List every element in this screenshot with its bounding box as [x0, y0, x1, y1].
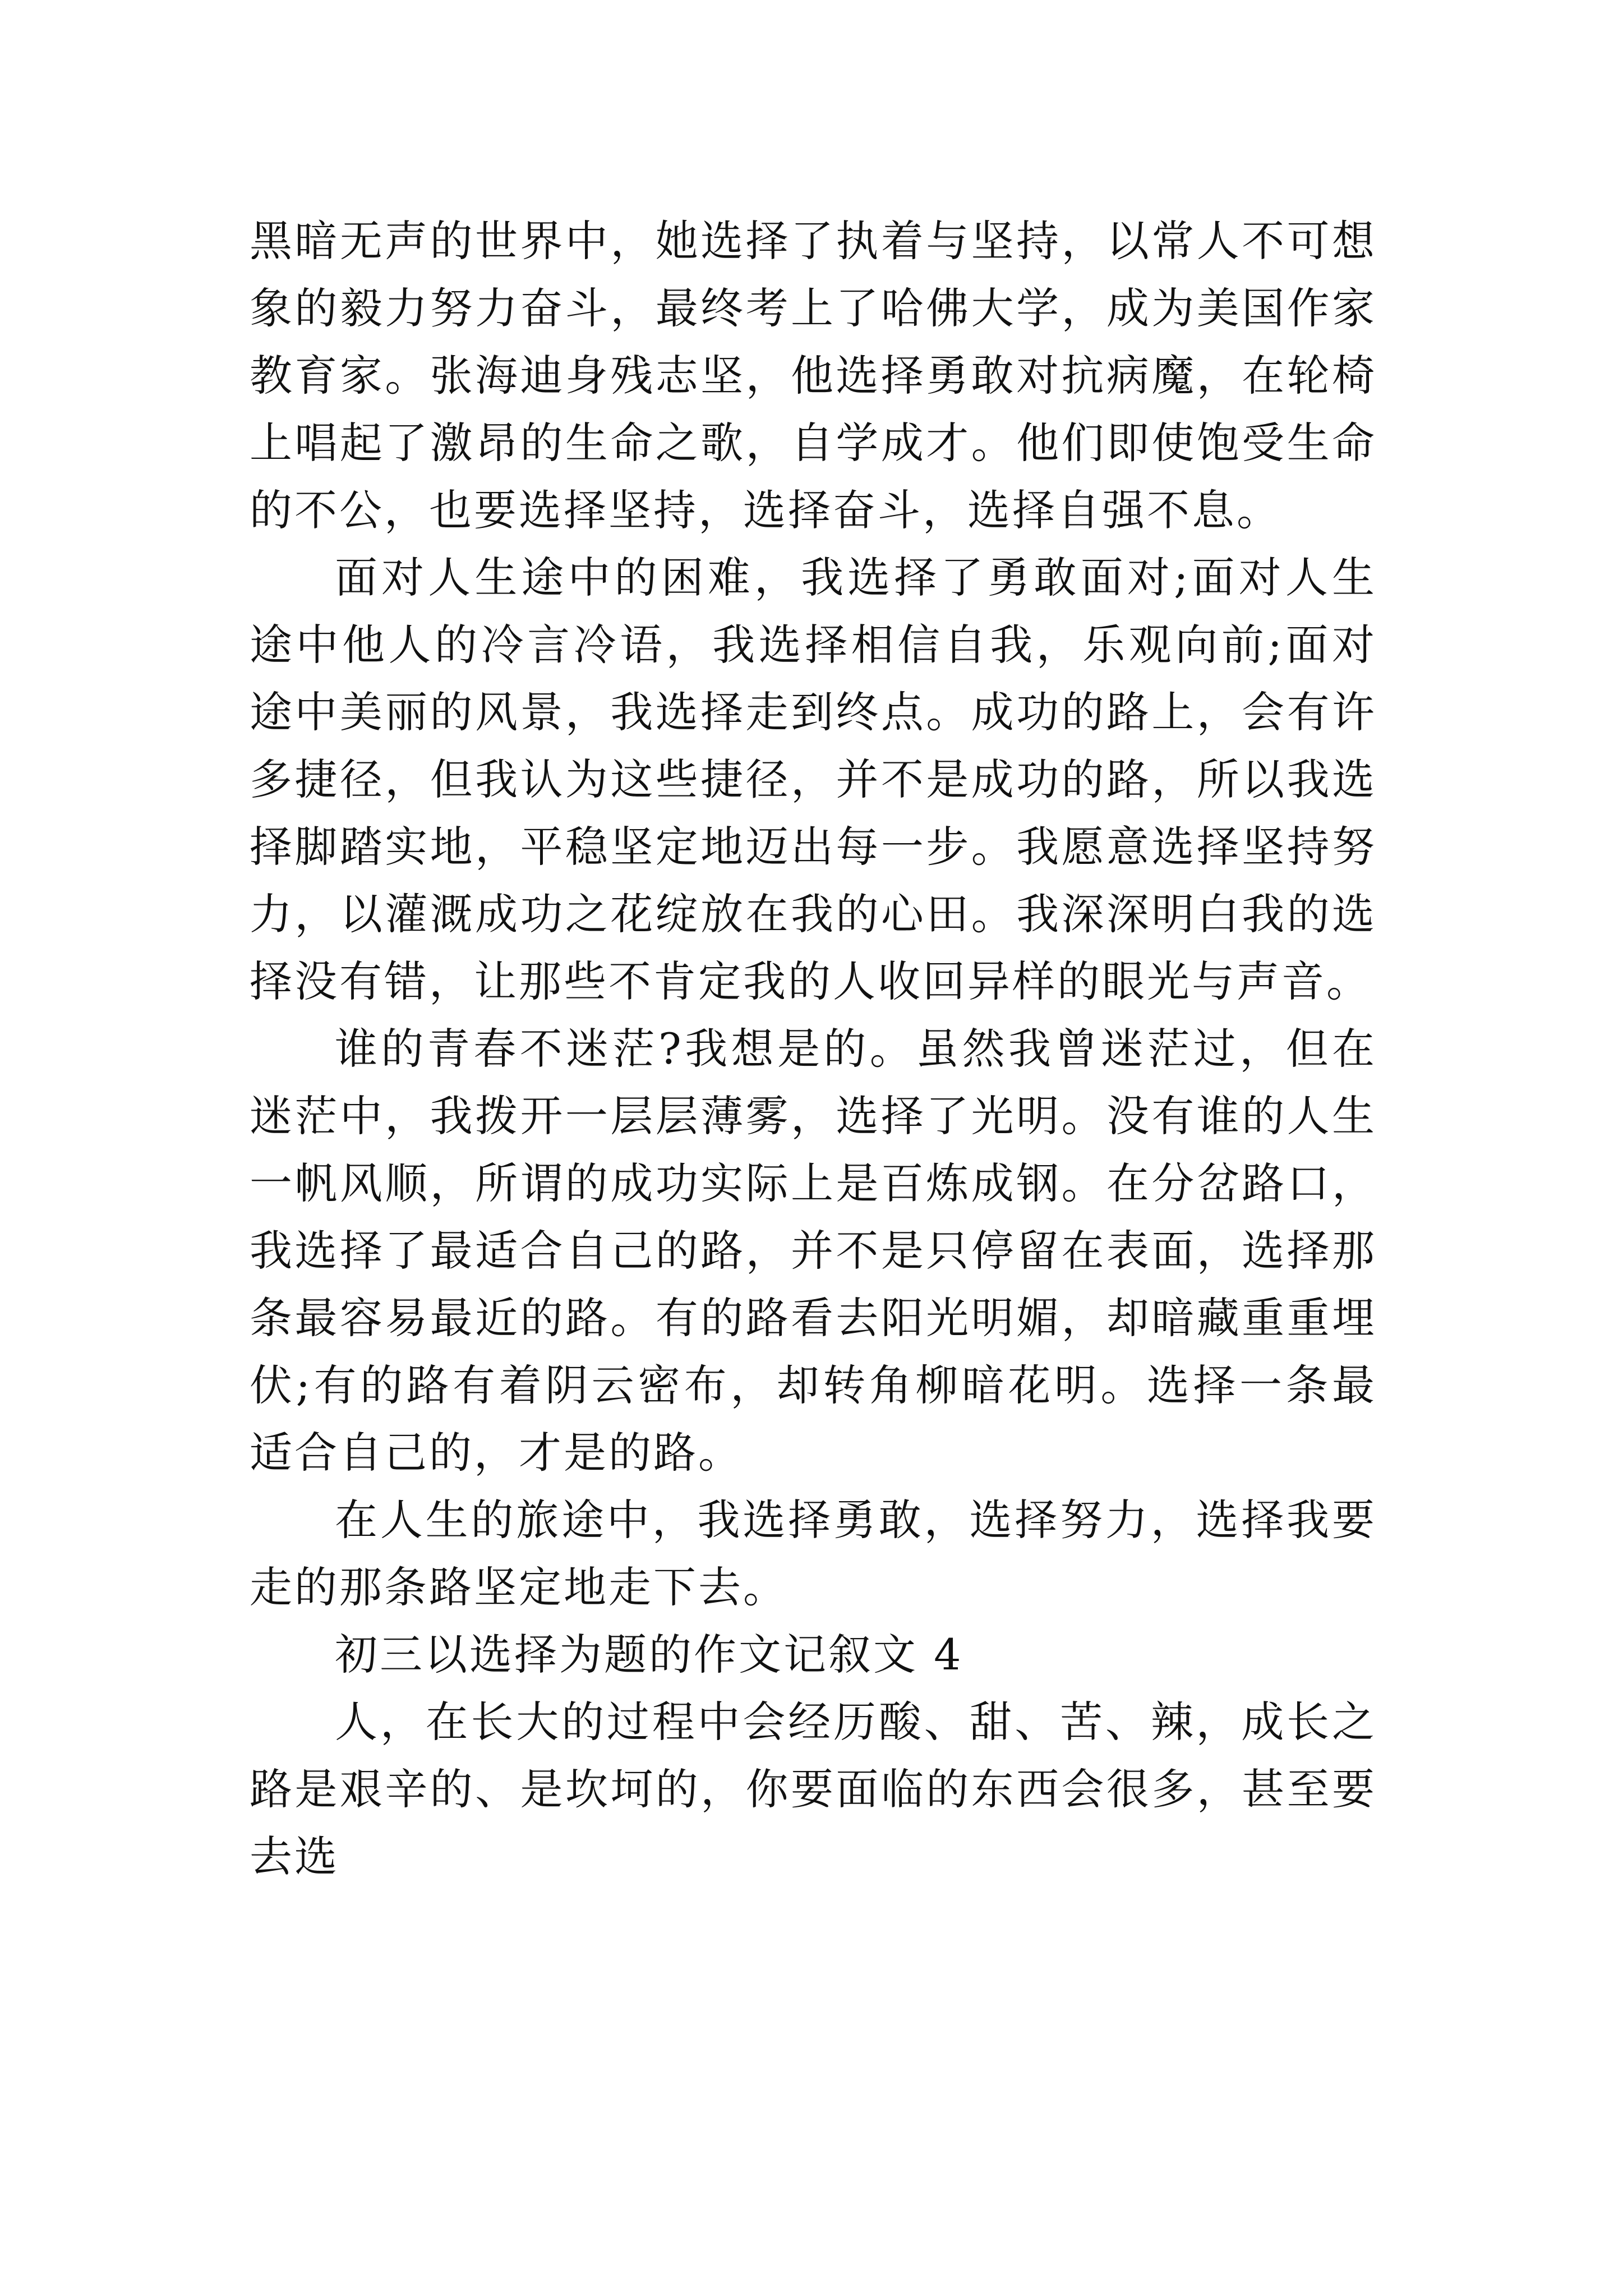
paragraph-5: 人，在长大的过程中会经历酸、甜、苦、辣，成长之路是艰辛的、是坎坷的，你要面临的东西会很多，甚至要去选 — [250, 1697, 1377, 1881]
section-heading: 初三以选择为题的作文记叙文 4 — [335, 1630, 963, 1680]
paragraph-1: 黑暗无声的世界中，她选择了执着与坚持，以常人不可想象的毅力努力奋斗，最终考上了哈佛大学，成为美国作家教育家。张海迪身残志坚，他选择勇敢对抗病魔，在轮椅上唱起了激昂的生命之歌，自学成才。他们即使饱受生命的不公，也要选择坚持，选择奋斗，选择自强不息。 — [250, 216, 1377, 535]
paragraph-3: 谁的青春不迷茫?我想是的。虽然我曾迷茫过，但在迷茫中，我拨开一层层薄雾，选择了光明。没有谁的人生一帆风顺，所谓的成功实际上是百炼成钢。在分岔路口，我选择了最适合自己的路，并不是只停留在表面，选择那条最容易最近的路。有的路看去阳光明媚，却暗藏重重埋伏;有的路有着阴云密布，却转角柳暗花明。选择一条最适合自己的，才是的路。 — [250, 1024, 1377, 1478]
document-body — [250, 208, 1377, 1890]
paragraph-2: 面对人生途中的困难，我选择了勇敢面对;面对人生途中他人的冷言冷语，我选择相信自我，乐观向前;面对途中美丽的风景，我选择走到终点。成功的路上，会有许多捷径，但我认为这些捷径，并不是成功的路，所以我选择脚踏实地，平稳坚定地迈出每一步。我愿意选择坚持努力，以灌溉成功之花绽放在我的心田。我深深明白我的选择没有错，让那些不肯定我的人收回异样的眼光与声音。 — [250, 553, 1377, 1006]
paragraph-4: 在人生的旅途中，我选择勇敢，选择努力，选择我要走的那条路坚定地走下去。 — [250, 1495, 1377, 1612]
